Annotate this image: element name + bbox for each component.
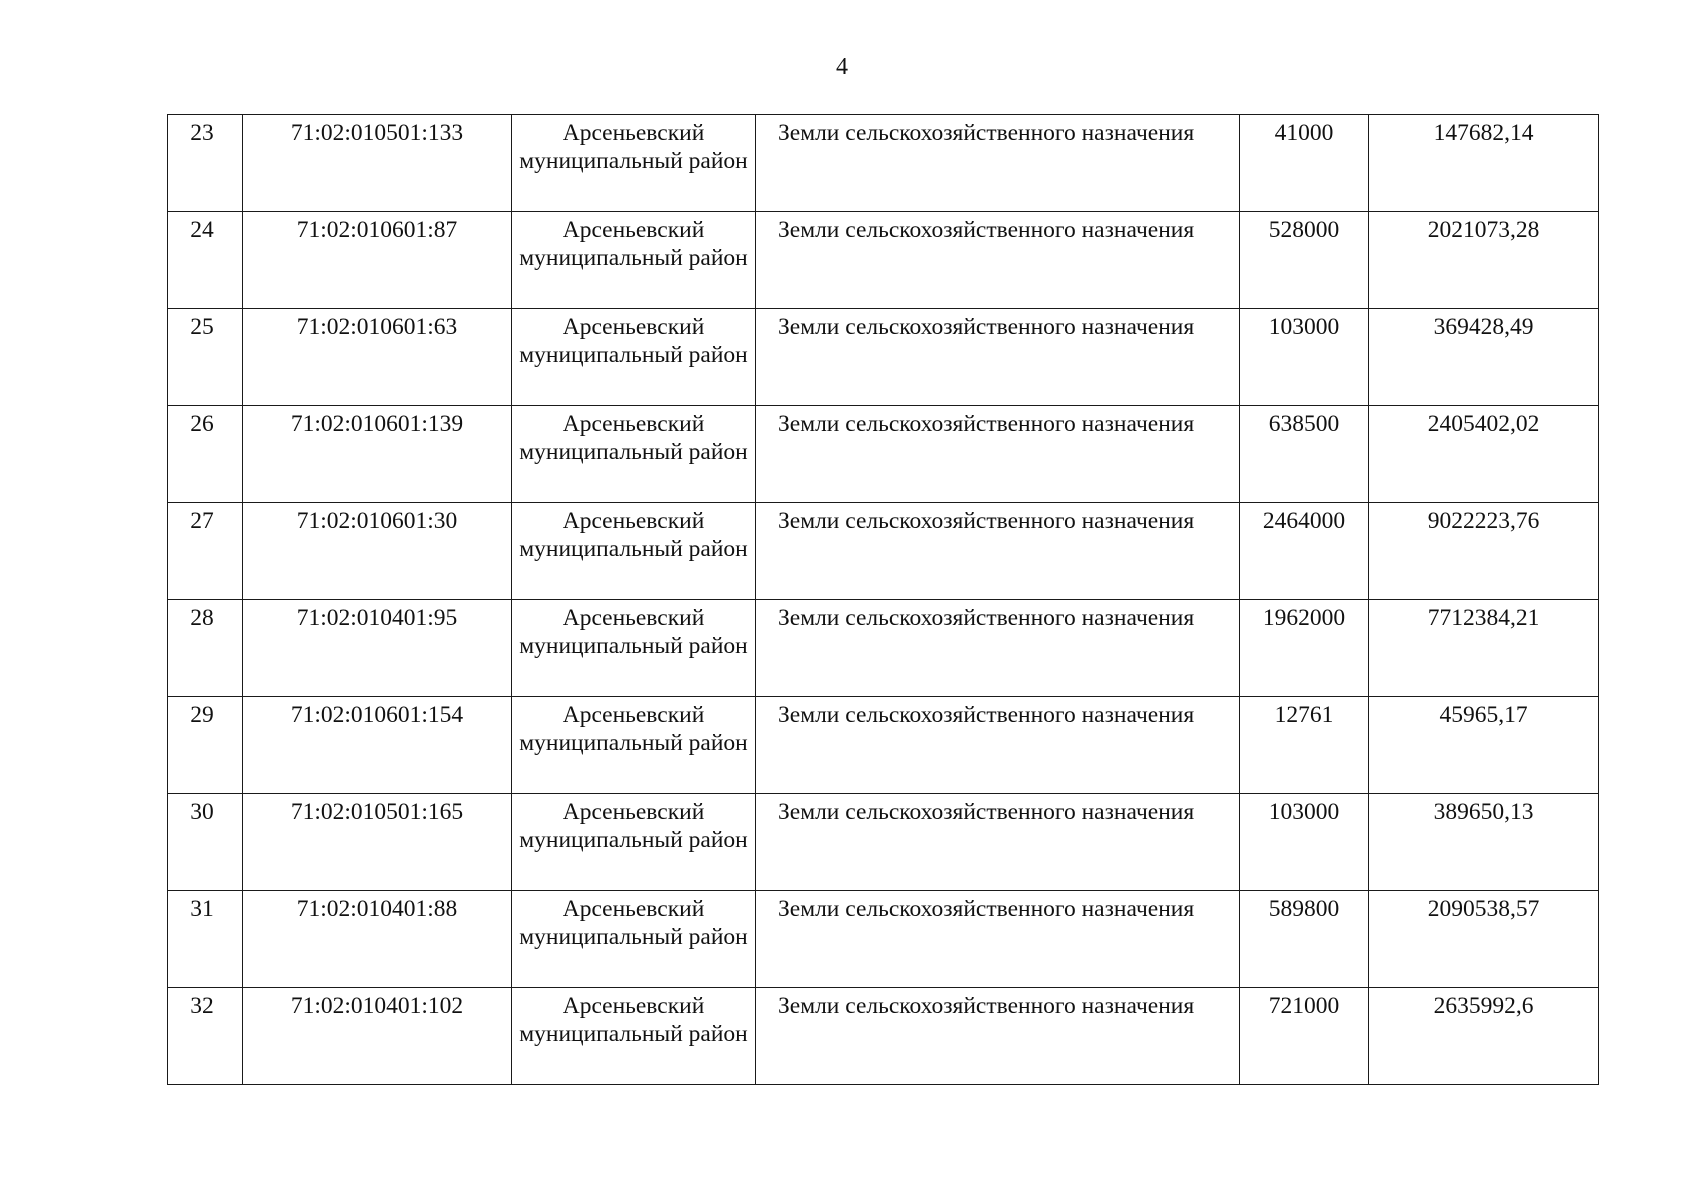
table-row: [168, 115, 1599, 212]
row-number-cell: 30: [168, 794, 243, 891]
cadastral-number-cell: 71:02:010601:63: [243, 309, 512, 406]
table-row: [168, 988, 1599, 1085]
row-number-cell: 31: [168, 891, 243, 988]
cadastral-value-cell: 7712384,21: [1369, 600, 1599, 697]
row-number-cell: 28: [168, 600, 243, 697]
land-plots-table: [167, 114, 1599, 1085]
row-number-cell: 29: [168, 697, 243, 794]
area-cell: 638500: [1240, 406, 1369, 503]
cadastral-value-cell: 2021073,28: [1369, 212, 1599, 309]
area-cell: 12761: [1240, 697, 1369, 794]
cadastral-number-cell: 71:02:010601:30: [243, 503, 512, 600]
cadastral-value-cell: 9022223,76: [1369, 503, 1599, 600]
cadastral-number-cell: 71:02:010401:102: [243, 988, 512, 1085]
district-cell: Арсеньевский муниципальный район: [512, 600, 756, 697]
land-category-cell: Земли сельскохозяйственного назначения: [756, 794, 1240, 891]
land-category-cell: Земли сельскохозяйственного назначения: [756, 309, 1240, 406]
cadastral-number-cell: 71:02:010401:95: [243, 600, 512, 697]
table-row: [168, 406, 1599, 503]
cadastral-value-cell: 2090538,57: [1369, 891, 1599, 988]
table-row: [168, 891, 1599, 988]
row-number-cell: 25: [168, 309, 243, 406]
area-cell: 1962000: [1240, 600, 1369, 697]
cadastral-value-cell: 369428,49: [1369, 309, 1599, 406]
land-category-cell: Земли сельскохозяйственного назначения: [756, 988, 1240, 1085]
land-category-cell: Земли сельскохозяйственного назначения: [756, 212, 1240, 309]
district-cell: Арсеньевский муниципальный район: [512, 988, 756, 1085]
cadastral-value-cell: 389650,13: [1369, 794, 1599, 891]
district-cell: Арсеньевский муниципальный район: [512, 212, 756, 309]
area-cell: 2464000: [1240, 503, 1369, 600]
district-cell: Арсеньевский муниципальный район: [512, 309, 756, 406]
cadastral-number-cell: 71:02:010601:154: [243, 697, 512, 794]
cadastral-number-cell: 71:02:010601:139: [243, 406, 512, 503]
district-cell: Арсеньевский муниципальный район: [512, 115, 756, 212]
district-cell: Арсеньевский муниципальный район: [512, 406, 756, 503]
area-cell: 721000: [1240, 988, 1369, 1085]
land-category-cell: Земли сельскохозяйственного назначения: [756, 115, 1240, 212]
row-number-cell: 23: [168, 115, 243, 212]
land-category-cell: Земли сельскохозяйственного назначения: [756, 503, 1240, 600]
area-cell: 103000: [1240, 794, 1369, 891]
district-cell: Арсеньевский муниципальный район: [512, 697, 756, 794]
table-row: [168, 697, 1599, 794]
district-cell: Арсеньевский муниципальный район: [512, 503, 756, 600]
table-row: [168, 212, 1599, 309]
area-cell: 589800: [1240, 891, 1369, 988]
row-number-cell: 26: [168, 406, 243, 503]
cadastral-number-cell: 71:02:010601:87: [243, 212, 512, 309]
page-number: 4: [836, 54, 848, 80]
table-row: [168, 503, 1599, 600]
row-number-cell: 24: [168, 212, 243, 309]
row-number-cell: 27: [168, 503, 243, 600]
land-category-cell: Земли сельскохозяйственного назначения: [756, 697, 1240, 794]
cadastral-value-cell: 45965,17: [1369, 697, 1599, 794]
land-category-cell: Земли сельскохозяйственного назначения: [756, 406, 1240, 503]
cadastral-value-cell: 2405402,02: [1369, 406, 1599, 503]
land-category-cell: Земли сельскохозяйственного назначения: [756, 600, 1240, 697]
district-cell: Арсеньевский муниципальный район: [512, 891, 756, 988]
land-category-cell: Земли сельскохозяйственного назначения: [756, 891, 1240, 988]
area-cell: 41000: [1240, 115, 1369, 212]
district-cell: Арсеньевский муниципальный район: [512, 794, 756, 891]
cadastral-value-cell: 2635992,6: [1369, 988, 1599, 1085]
area-cell: 528000: [1240, 212, 1369, 309]
table-body: [168, 115, 1599, 1085]
cadastral-number-cell: 71:02:010501:165: [243, 794, 512, 891]
table-row: [168, 600, 1599, 697]
table-row: [168, 794, 1599, 891]
cadastral-value-cell: 147682,14: [1369, 115, 1599, 212]
cadastral-number-cell: 71:02:010501:133: [243, 115, 512, 212]
cadastral-number-cell: 71:02:010401:88: [243, 891, 512, 988]
table-row: [168, 309, 1599, 406]
row-number-cell: 32: [168, 988, 243, 1085]
area-cell: 103000: [1240, 309, 1369, 406]
